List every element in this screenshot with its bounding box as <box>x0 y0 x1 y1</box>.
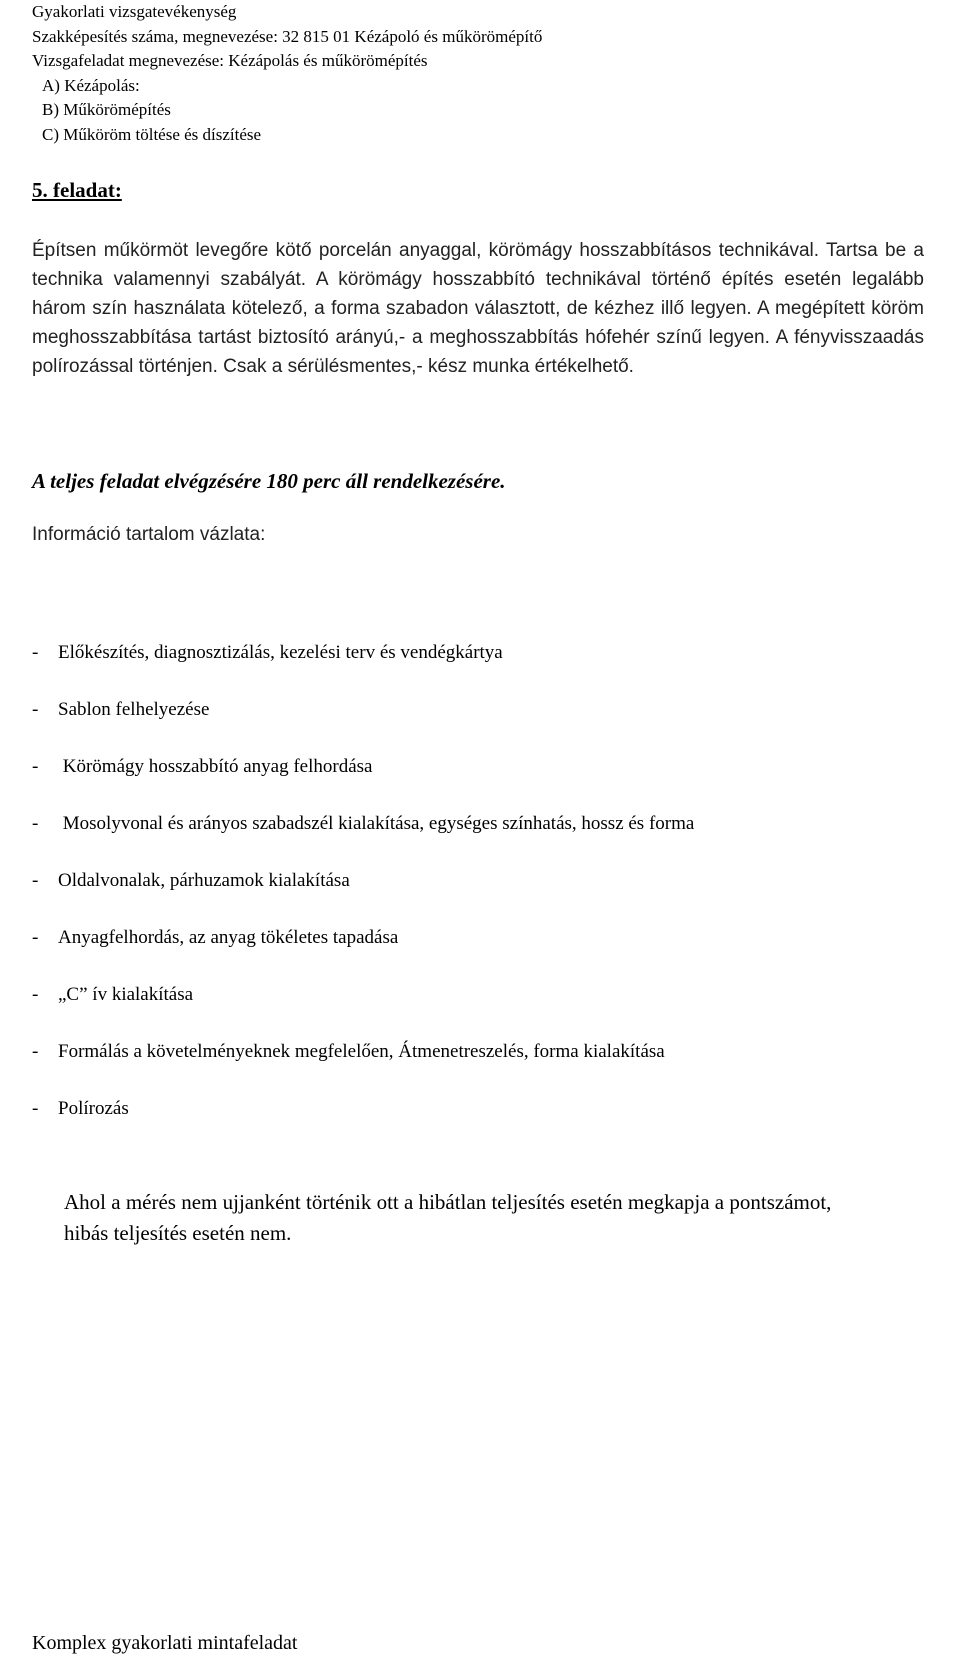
header-exam-task: Vizsgafeladat megnevezése: Kézápolás és műkörömépítés <box>32 51 428 70</box>
document-header <box>32 0 542 147</box>
page-footer: Komplex gyakorlati mintafeladat <box>32 1632 298 1654</box>
header-item-b: B) Műkörömépítés <box>42 100 171 119</box>
header-qualification: Szakképesítés száma, megnevezése: 32 815 01 Kézápoló és műkörömépítő <box>32 26 543 46</box>
list-item: - Sablon felhelyezése <box>32 699 210 720</box>
list-item: - Anyagfelhordás, az anyag tökéletes tapadása <box>32 927 399 948</box>
header-item-c: C) Műköröm töltése és díszítése <box>42 124 262 144</box>
list-item: - Oldalvonalak, párhuzamok kialakítása <box>32 870 350 891</box>
list-item: - Mosolyvonal és arányos szabadszél kialakítása, egységes színhatás, hossz és forma <box>32 813 695 834</box>
list-item: - „C” ív kialakítása <box>32 984 194 1005</box>
info-list <box>32 641 694 1154</box>
closing-note: Ahol a mérés nem ujjanként történik ott a hibátlan teljesítés esetén megkapja a pontszámot, hibás teljesítés esetén nem. <box>64 1190 832 1245</box>
header-activity: Gyakorlati vizsgatevékenység <box>32 2 237 21</box>
info-heading: Információ tartalom vázlata: <box>32 524 266 545</box>
task-description: Építsen műkörmöt levegőre kötő porcelán anyaggal, körömágy hosszabbításos technikával. Tartsa be a technika valamennyi szabályát. A körömágy hosszabbító technikával történő építés esetén legalább három szín használata kötelező, a forma szabadon választott, de kézhez illő legyen. A megépített köröm meghosszabbítása tartást biztosító arányú,- a meghosszabbítás hófehér színű legyen. A fényvisszaadás polírozással történjen. Csak a sérülésmentes,- kész munka értékelhető. <box>32 240 924 377</box>
header-item-a: A) Kézápolás: <box>42 75 140 95</box>
task-title: 5. feladat: <box>32 178 122 202</box>
list-item: - Körömágy hosszabbító anyag felhordása <box>32 756 373 777</box>
list-item: - Formálás a követelményeknek megfelelően, Átmenetreszelés, forma kialakítása <box>32 1041 665 1062</box>
list-item: - Polírozás <box>32 1098 129 1119</box>
list-item: - Előkészítés, diagnosztizálás, kezelési terv és vendégkártya <box>32 642 503 663</box>
time-note: A teljes feladat elvégzésére 180 perc áll rendelkezésére. <box>32 469 506 493</box>
